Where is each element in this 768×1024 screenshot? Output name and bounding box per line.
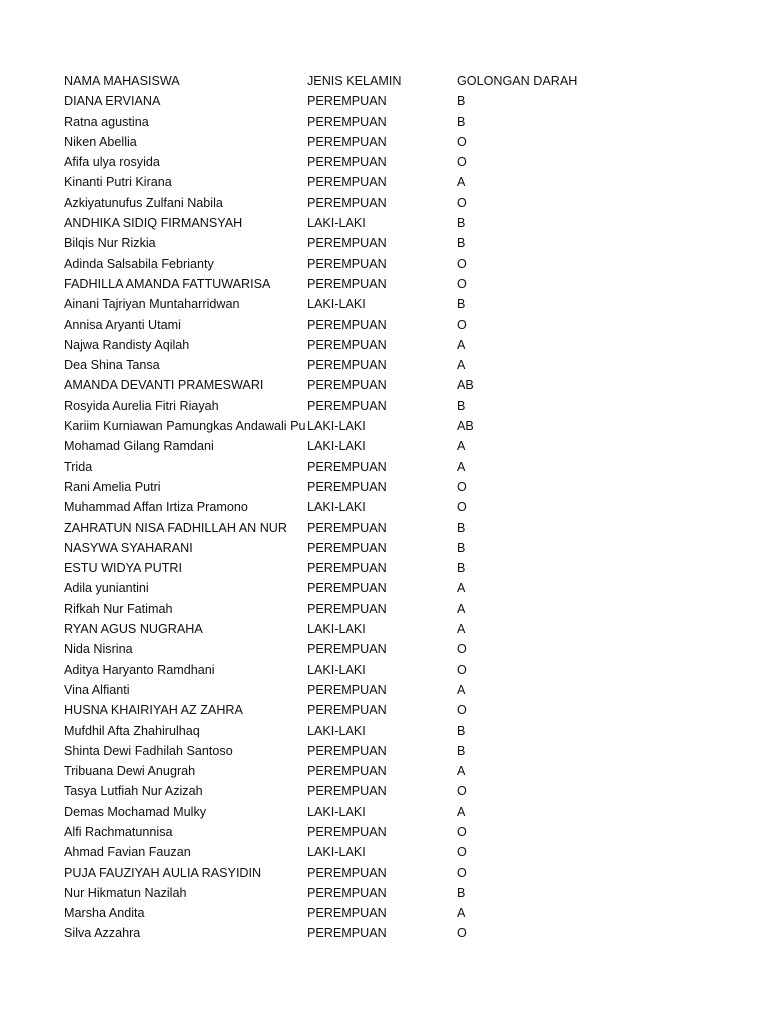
table-row	[64, 315, 704, 335]
gender-cell: LAKI-LAKI	[307, 500, 366, 515]
student-name-cell: Tasya Lutfiah Nur Azizah	[64, 784, 203, 799]
blood-type-cell: O	[457, 642, 467, 657]
table-row	[64, 639, 704, 659]
table-row	[64, 152, 704, 172]
blood-type-cell: B	[457, 561, 466, 576]
table-row	[64, 599, 704, 619]
student-name-cell: Marsha Andita	[64, 906, 145, 921]
student-table	[64, 71, 704, 944]
header-blood-type: GOLONGAN DARAH	[457, 74, 578, 88]
blood-type-cell: B	[457, 114, 466, 129]
student-name-cell: Mufdhil Afta Zhahirulhaq	[64, 723, 200, 738]
student-name-cell: Afifa ulya rosyida	[64, 155, 160, 170]
student-name-cell: Ahmad Favian Fauzan	[64, 845, 191, 860]
header-name: NAMA MAHASISWA	[64, 74, 180, 88]
blood-type-cell: O	[457, 926, 467, 941]
table-row	[64, 619, 704, 639]
gender-cell: LAKI-LAKI	[307, 845, 366, 860]
gender-cell: PEREMPUAN	[307, 642, 387, 657]
blood-type-cell: A	[457, 337, 466, 352]
gender-cell: LAKI-LAKI	[307, 216, 366, 231]
student-name-cell: Muhammad Affan Irtiza Pramono	[64, 500, 248, 515]
table-row	[64, 700, 704, 720]
gender-cell: PEREMPUAN	[307, 276, 387, 291]
gender-cell: PEREMPUAN	[307, 175, 387, 190]
student-name-cell: Vina Alfianti	[64, 682, 130, 697]
gender-cell: PEREMPUAN	[307, 743, 387, 758]
gender-cell: PEREMPUAN	[307, 703, 387, 718]
student-name-cell: FADHILLA AMANDA FATTUWARISA	[64, 276, 271, 291]
student-name-cell: Annisa Aryanti Utami	[64, 317, 181, 332]
student-name-cell: ESTU WIDYA PUTRI	[64, 561, 183, 576]
student-name-cell: Ainani Tajriyan Muntaharridwan	[64, 297, 240, 312]
gender-cell: PEREMPUAN	[307, 398, 387, 413]
student-name-cell: Tribuana Dewi Anugrah	[64, 764, 196, 779]
table-row	[64, 660, 704, 680]
student-name-cell: NASYWA SYAHARANI	[64, 540, 193, 555]
gender-cell: PEREMPUAN	[307, 94, 387, 109]
blood-type-cell: AB	[457, 419, 474, 434]
student-name-cell: Nida Nisrina	[64, 642, 133, 657]
table-row	[64, 233, 704, 253]
table-row	[64, 863, 704, 883]
gender-cell: PEREMPUAN	[307, 358, 387, 373]
blood-type-cell: O	[457, 662, 467, 677]
table-row	[64, 213, 704, 233]
table-row	[64, 254, 704, 274]
gender-cell: PEREMPUAN	[307, 337, 387, 352]
blood-type-cell: O	[457, 155, 467, 170]
gender-cell: PEREMPUAN	[307, 926, 387, 941]
table-row	[64, 842, 704, 862]
blood-type-cell: O	[457, 195, 467, 210]
gender-cell: PEREMPUAN	[307, 134, 387, 149]
student-name-cell: Azkiyatunufus Zulfani Nabila	[64, 195, 223, 210]
table-row	[64, 558, 704, 578]
table-row	[64, 923, 704, 943]
student-name-cell: Kariim Kurniawan Pamungkas Andawali Pu	[64, 419, 306, 434]
gender-cell: LAKI-LAKI	[307, 439, 366, 454]
student-name-cell: Adinda Salsabila Febrianty	[64, 256, 214, 271]
blood-type-cell: A	[457, 358, 466, 373]
table-row	[64, 903, 704, 923]
table-body	[64, 91, 704, 943]
student-name-cell: HUSNA KHAIRIYAH AZ ZAHRA	[64, 703, 243, 718]
table-row	[64, 721, 704, 741]
student-name-cell: Alfi Rachmatunnisa	[64, 824, 173, 839]
gender-cell: PEREMPUAN	[307, 581, 387, 596]
blood-type-cell: A	[457, 804, 466, 819]
blood-type-cell: B	[457, 94, 466, 109]
gender-cell: PEREMPUAN	[307, 459, 387, 474]
table-row	[64, 578, 704, 598]
blood-type-cell: B	[457, 723, 466, 738]
student-name-cell: Rani Amelia Putri	[64, 479, 161, 494]
gender-cell: PEREMPUAN	[307, 114, 387, 129]
blood-type-cell: B	[457, 885, 466, 900]
blood-type-cell: A	[457, 175, 466, 190]
student-name-cell: DIANA ERVIANA	[64, 94, 161, 109]
student-name-cell: PUJA FAUZIYAH AULIA RASYIDIN	[64, 865, 262, 880]
gender-cell: PEREMPUAN	[307, 540, 387, 555]
table-row	[64, 497, 704, 517]
student-name-cell: Mohamad Gilang Ramdani	[64, 439, 214, 454]
student-name-cell: Ratna agustina	[64, 114, 149, 129]
table-row	[64, 822, 704, 842]
table-row	[64, 680, 704, 700]
gender-cell: PEREMPUAN	[307, 906, 387, 921]
table-row	[64, 274, 704, 294]
table-row	[64, 457, 704, 477]
blood-type-cell: O	[457, 317, 467, 332]
gender-cell: PEREMPUAN	[307, 256, 387, 271]
student-name-cell: RYAN AGUS NUGRAHA	[64, 622, 203, 637]
gender-cell: PEREMPUAN	[307, 764, 387, 779]
blood-type-cell: O	[457, 500, 467, 515]
table-row	[64, 355, 704, 375]
table-row	[64, 172, 704, 192]
student-name-cell: Kinanti Putri Kirana	[64, 175, 172, 190]
student-name-cell: Rifkah Nur Fatimah	[64, 601, 173, 616]
blood-type-cell: O	[457, 703, 467, 718]
blood-type-cell: O	[457, 276, 467, 291]
student-name-cell: Niken Abellia	[64, 134, 137, 149]
gender-cell: PEREMPUAN	[307, 378, 387, 393]
gender-cell: LAKI-LAKI	[307, 622, 366, 637]
gender-cell: PEREMPUAN	[307, 561, 387, 576]
table-row	[64, 132, 704, 152]
blood-type-cell: B	[457, 216, 466, 231]
gender-cell: LAKI-LAKI	[307, 723, 366, 738]
blood-type-cell: O	[457, 256, 467, 271]
blood-type-cell: O	[457, 824, 467, 839]
table-row	[64, 416, 704, 436]
gender-cell: PEREMPUAN	[307, 824, 387, 839]
student-name-cell: ANDHIKA SIDIQ FIRMANSYAH	[64, 216, 243, 231]
blood-type-cell: O	[457, 134, 467, 149]
blood-type-cell: B	[457, 520, 466, 535]
student-name-cell: Aditya Haryanto Ramdhani	[64, 662, 215, 677]
blood-type-cell: AB	[457, 378, 474, 393]
blood-type-cell: A	[457, 682, 466, 697]
student-name-cell: AMANDA DEVANTI PRAMESWARI	[64, 378, 264, 393]
student-name-cell: Trida	[64, 459, 93, 474]
table-row	[64, 112, 704, 132]
table-row	[64, 477, 704, 497]
gender-cell: PEREMPUAN	[307, 195, 387, 210]
table-row	[64, 396, 704, 416]
blood-type-cell: A	[457, 581, 466, 596]
blood-type-cell: O	[457, 784, 467, 799]
table-row	[64, 802, 704, 822]
student-name-cell: Adila yuniantini	[64, 581, 149, 596]
gender-cell: PEREMPUAN	[307, 865, 387, 880]
student-name-cell: Najwa Randisty Aqilah	[64, 337, 190, 352]
student-name-cell: Demas Mochamad Mulky	[64, 804, 207, 819]
table-row	[64, 538, 704, 558]
table-row	[64, 91, 704, 111]
table-row	[64, 375, 704, 395]
gender-cell: PEREMPUAN	[307, 317, 387, 332]
blood-type-cell: O	[457, 845, 467, 860]
blood-type-cell: A	[457, 439, 466, 454]
student-name-cell: Shinta Dewi Fadhilah Santoso	[64, 743, 233, 758]
blood-type-cell: A	[457, 622, 466, 637]
gender-cell: PEREMPUAN	[307, 479, 387, 494]
table-header-row	[64, 71, 704, 91]
student-name-cell: Dea Shina Tansa	[64, 358, 160, 373]
gender-cell: PEREMPUAN	[307, 784, 387, 799]
gender-cell: PEREMPUAN	[307, 520, 387, 535]
gender-cell: PEREMPUAN	[307, 601, 387, 616]
blood-type-cell: B	[457, 236, 466, 251]
blood-type-cell: A	[457, 764, 466, 779]
gender-cell: LAKI-LAKI	[307, 804, 366, 819]
blood-type-cell: A	[457, 906, 466, 921]
blood-type-cell: O	[457, 479, 467, 494]
table-row	[64, 781, 704, 801]
gender-cell: PEREMPUAN	[307, 155, 387, 170]
table-row	[64, 294, 704, 314]
blood-type-cell: O	[457, 865, 467, 880]
gender-cell: LAKI-LAKI	[307, 297, 366, 312]
gender-cell: PEREMPUAN	[307, 236, 387, 251]
gender-cell: PEREMPUAN	[307, 885, 387, 900]
blood-type-cell: A	[457, 601, 466, 616]
student-name-cell: ZAHRATUN NISA FADHILLAH AN NUR	[64, 520, 287, 535]
student-name-cell: Bilqis Nur Rizkia	[64, 236, 156, 251]
table-row	[64, 761, 704, 781]
table-row	[64, 335, 704, 355]
gender-cell: LAKI-LAKI	[307, 419, 366, 434]
student-name-cell: Rosyida Aurelia Fitri Riayah	[64, 398, 219, 413]
blood-type-cell: B	[457, 297, 466, 312]
table-row	[64, 741, 704, 761]
blood-type-cell: B	[457, 398, 466, 413]
table-row	[64, 883, 704, 903]
gender-cell: LAKI-LAKI	[307, 662, 366, 677]
student-name-cell: Nur Hikmatun Nazilah	[64, 885, 187, 900]
table-row	[64, 193, 704, 213]
blood-type-cell: B	[457, 743, 466, 758]
student-name-cell: Silva Azzahra	[64, 926, 141, 941]
blood-type-cell: B	[457, 540, 466, 555]
header-sex: JENIS KELAMIN	[307, 74, 402, 88]
table-row	[64, 436, 704, 456]
blood-type-cell: A	[457, 459, 466, 474]
gender-cell: PEREMPUAN	[307, 682, 387, 697]
table-row	[64, 518, 704, 538]
